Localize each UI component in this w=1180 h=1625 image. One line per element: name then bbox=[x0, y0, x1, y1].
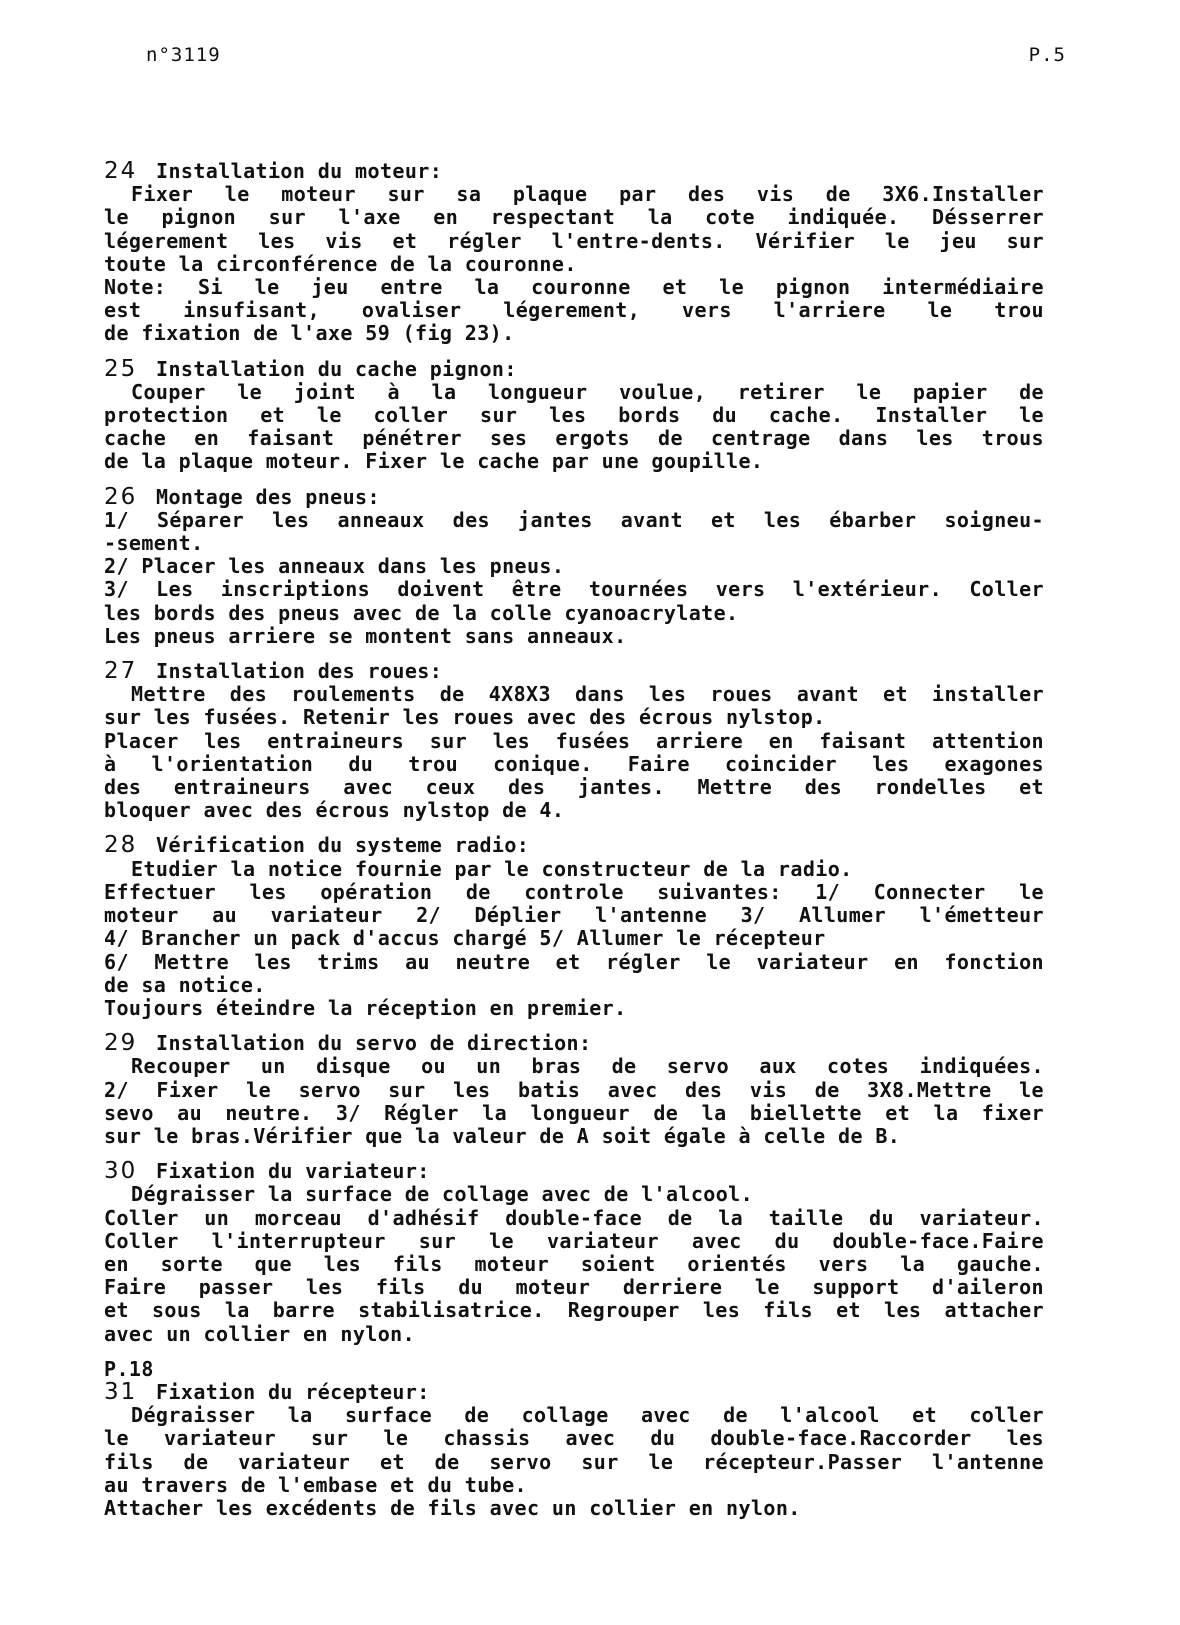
text-line: Dégraisser la surface de collage avec de l'alcool et coller bbox=[131, 1403, 1044, 1428]
text-line: -sement. bbox=[104, 531, 204, 556]
section-title: Fixation du récepteur: bbox=[156, 1379, 430, 1404]
text-line: Mettre des roulements de 4X8X3 dans les roues avant et installer bbox=[131, 682, 1044, 707]
section-26 bbox=[104, 483, 1044, 648]
text-line: le variateur sur le chassis avec du double-face.Raccorder les bbox=[104, 1426, 1044, 1451]
text-line: 1/ Séparer les anneaux des jantes avant et les ébarber soigneu- bbox=[104, 507, 1044, 532]
text-line: au travers de l'embase et du tube. bbox=[104, 1472, 527, 1497]
text-line: Coller l'interrupteur sur le variateur avec du double-face.Faire bbox=[104, 1228, 1044, 1253]
page-number: P.5 bbox=[1028, 44, 1066, 66]
section-number: 25 bbox=[104, 355, 138, 382]
text-line: Attacher les excédents de fils avec un collier en nylon. bbox=[104, 1495, 801, 1520]
section-title: Installation du moteur: bbox=[156, 159, 443, 183]
text-line: Faire passer les fils du moteur derriere le support d'aileron bbox=[104, 1275, 1044, 1300]
section-heading bbox=[104, 355, 1044, 382]
section-number: 24 bbox=[104, 158, 138, 184]
text-line: les bords des pneus avec de la colle cyanoacrylate. bbox=[104, 600, 739, 625]
text-line: bloquer avec des écrous nylstop de 4. bbox=[104, 798, 565, 823]
section-number: 29 bbox=[104, 1030, 138, 1057]
section-title: Montage des pneus: bbox=[156, 484, 380, 509]
section-number: 26 bbox=[104, 483, 138, 510]
section-title: Installation du cache pignon: bbox=[156, 356, 517, 381]
text-line: Recouper un disque ou un bras de servo aux cotes indiquées. bbox=[131, 1054, 1044, 1079]
page-reference: P.18 bbox=[104, 1356, 154, 1381]
section-number: 28 bbox=[104, 832, 138, 859]
section-title: Installation du servo de direction: bbox=[156, 1031, 592, 1056]
section-title: Fixation du variateur: bbox=[156, 1159, 430, 1184]
text-line: Coller un morceau d'adhésif double-face de la taille du variateur. bbox=[104, 1205, 1044, 1230]
section-heading bbox=[104, 1160, 1044, 1183]
text-line: des entraineurs avec ceux des jantes. Mettre des rondelles et bbox=[104, 775, 1044, 800]
section-29 bbox=[104, 1032, 1044, 1148]
section-title: Installation des roues: bbox=[156, 659, 443, 684]
section-30 bbox=[104, 1160, 1044, 1346]
text-line: Effectuer les opération de controle suivantes: 1/ Connecter le bbox=[104, 879, 1044, 904]
text-line: fils de variateur et de servo sur le récepteur.Passer l'antenne bbox=[104, 1449, 1044, 1474]
text-line: Note: Si le jeu entre la couronne et le pignon intermédiaire bbox=[104, 275, 1044, 300]
section-heading bbox=[104, 160, 1044, 183]
text-line: de la plaque moteur. Fixer le cache par une goupille. bbox=[104, 449, 764, 474]
section-number: 31 bbox=[104, 1378, 138, 1405]
section-heading bbox=[104, 483, 1044, 510]
text-line: Fixer le moteur sur sa plaque par des vis de 3X6.Installer bbox=[131, 182, 1044, 207]
text-line: en sorte que les fils moteur soient orientés vers la gauche. bbox=[104, 1251, 1044, 1276]
text-line: le pignon sur l'axe en respectant la cote indiquée. Désserrer bbox=[104, 205, 1044, 230]
sections-container bbox=[104, 160, 1044, 1346]
text-line: 3/ Les inscriptions doivent être tournées vers l'extérieur. Coller bbox=[104, 577, 1044, 602]
text-line: Dégraisser la surface de collage avec de l'alcool. bbox=[131, 1182, 754, 1207]
text-line: Les pneus arriere se montent sans anneaux. bbox=[104, 623, 627, 648]
text-line: 4/ Brancher un pack d'accus chargé 5/ Allumer le récepteur bbox=[104, 926, 826, 951]
section-heading bbox=[104, 1378, 1044, 1405]
text-line: sur le bras.Vérifier que la valeur de A soit égale à celle de B. bbox=[104, 1123, 901, 1148]
text-line: sur les fusées. Retenir les roues avec des écrous nylstop. bbox=[104, 705, 826, 730]
section-24 bbox=[104, 160, 1044, 346]
text-line: 2/ Placer les anneaux dans les pneus. bbox=[104, 554, 565, 579]
text-line: 6/ Mettre les trims au neutre et régler le variateur en fonction bbox=[104, 949, 1044, 974]
text-line: cache en faisant pénétrer ses ergots de centrage dans les trous bbox=[104, 426, 1044, 451]
text-line: moteur au variateur 2/ Déplier l'antenne 3/ Allumer l'émetteur bbox=[104, 903, 1044, 928]
section-title: Vérification du systeme radio: bbox=[156, 833, 530, 858]
document-body bbox=[104, 160, 1044, 1532]
text-line: Couper le joint à la longueur voulue, retirer le papier de bbox=[131, 379, 1044, 404]
text-line: est insufisant, ovaliser légerement, vers l'arriere le trou bbox=[104, 298, 1044, 323]
section-number: 27 bbox=[104, 658, 138, 685]
section-heading bbox=[104, 660, 1044, 683]
text-line: à l'orientation du trou conique. Faire coincider les exagones bbox=[104, 751, 1044, 776]
text-line: protection et le coller sur les bords du cache. Installer le bbox=[104, 403, 1044, 428]
text-line: et sous la barre stabilisatrice. Regrouper les fils et les attacher bbox=[104, 1298, 1044, 1323]
section-heading bbox=[104, 1032, 1044, 1055]
section-heading bbox=[104, 834, 1044, 857]
text-line: sevo au neutre. 3/ Régler la longueur de la biellette et la fixer bbox=[104, 1100, 1044, 1125]
page-header bbox=[0, 44, 1180, 74]
text-line: Etudier la notice fournie par le constructeur de la radio. bbox=[131, 856, 853, 881]
text-line: légerement les vis et régler l'entre-dents. Vérifier le jeu sur bbox=[104, 228, 1044, 253]
text-line: de sa notice. bbox=[104, 972, 266, 997]
text-line: Toujours éteindre la réception en premier. bbox=[104, 995, 627, 1020]
section-31 bbox=[104, 1378, 1044, 1520]
section-28 bbox=[104, 834, 1044, 1020]
text-line: 2/ Fixer le servo sur les batis avec des vis de 3X8.Mettre le bbox=[104, 1077, 1044, 1102]
document-number: n°3119 bbox=[146, 44, 221, 66]
section-27 bbox=[104, 660, 1044, 822]
section-25 bbox=[104, 355, 1044, 474]
text-line: Placer les entraineurs sur les fusées arriere en faisant attention bbox=[104, 728, 1044, 753]
section-number: 30 bbox=[104, 1158, 138, 1185]
text-line: toute la circonférence de la couronne. bbox=[104, 251, 577, 276]
final-section-container bbox=[104, 1378, 1044, 1520]
text-line: avec un collier en nylon. bbox=[104, 1321, 416, 1346]
text-line: de fixation de l'axe 59 (fig 23). bbox=[104, 321, 515, 346]
